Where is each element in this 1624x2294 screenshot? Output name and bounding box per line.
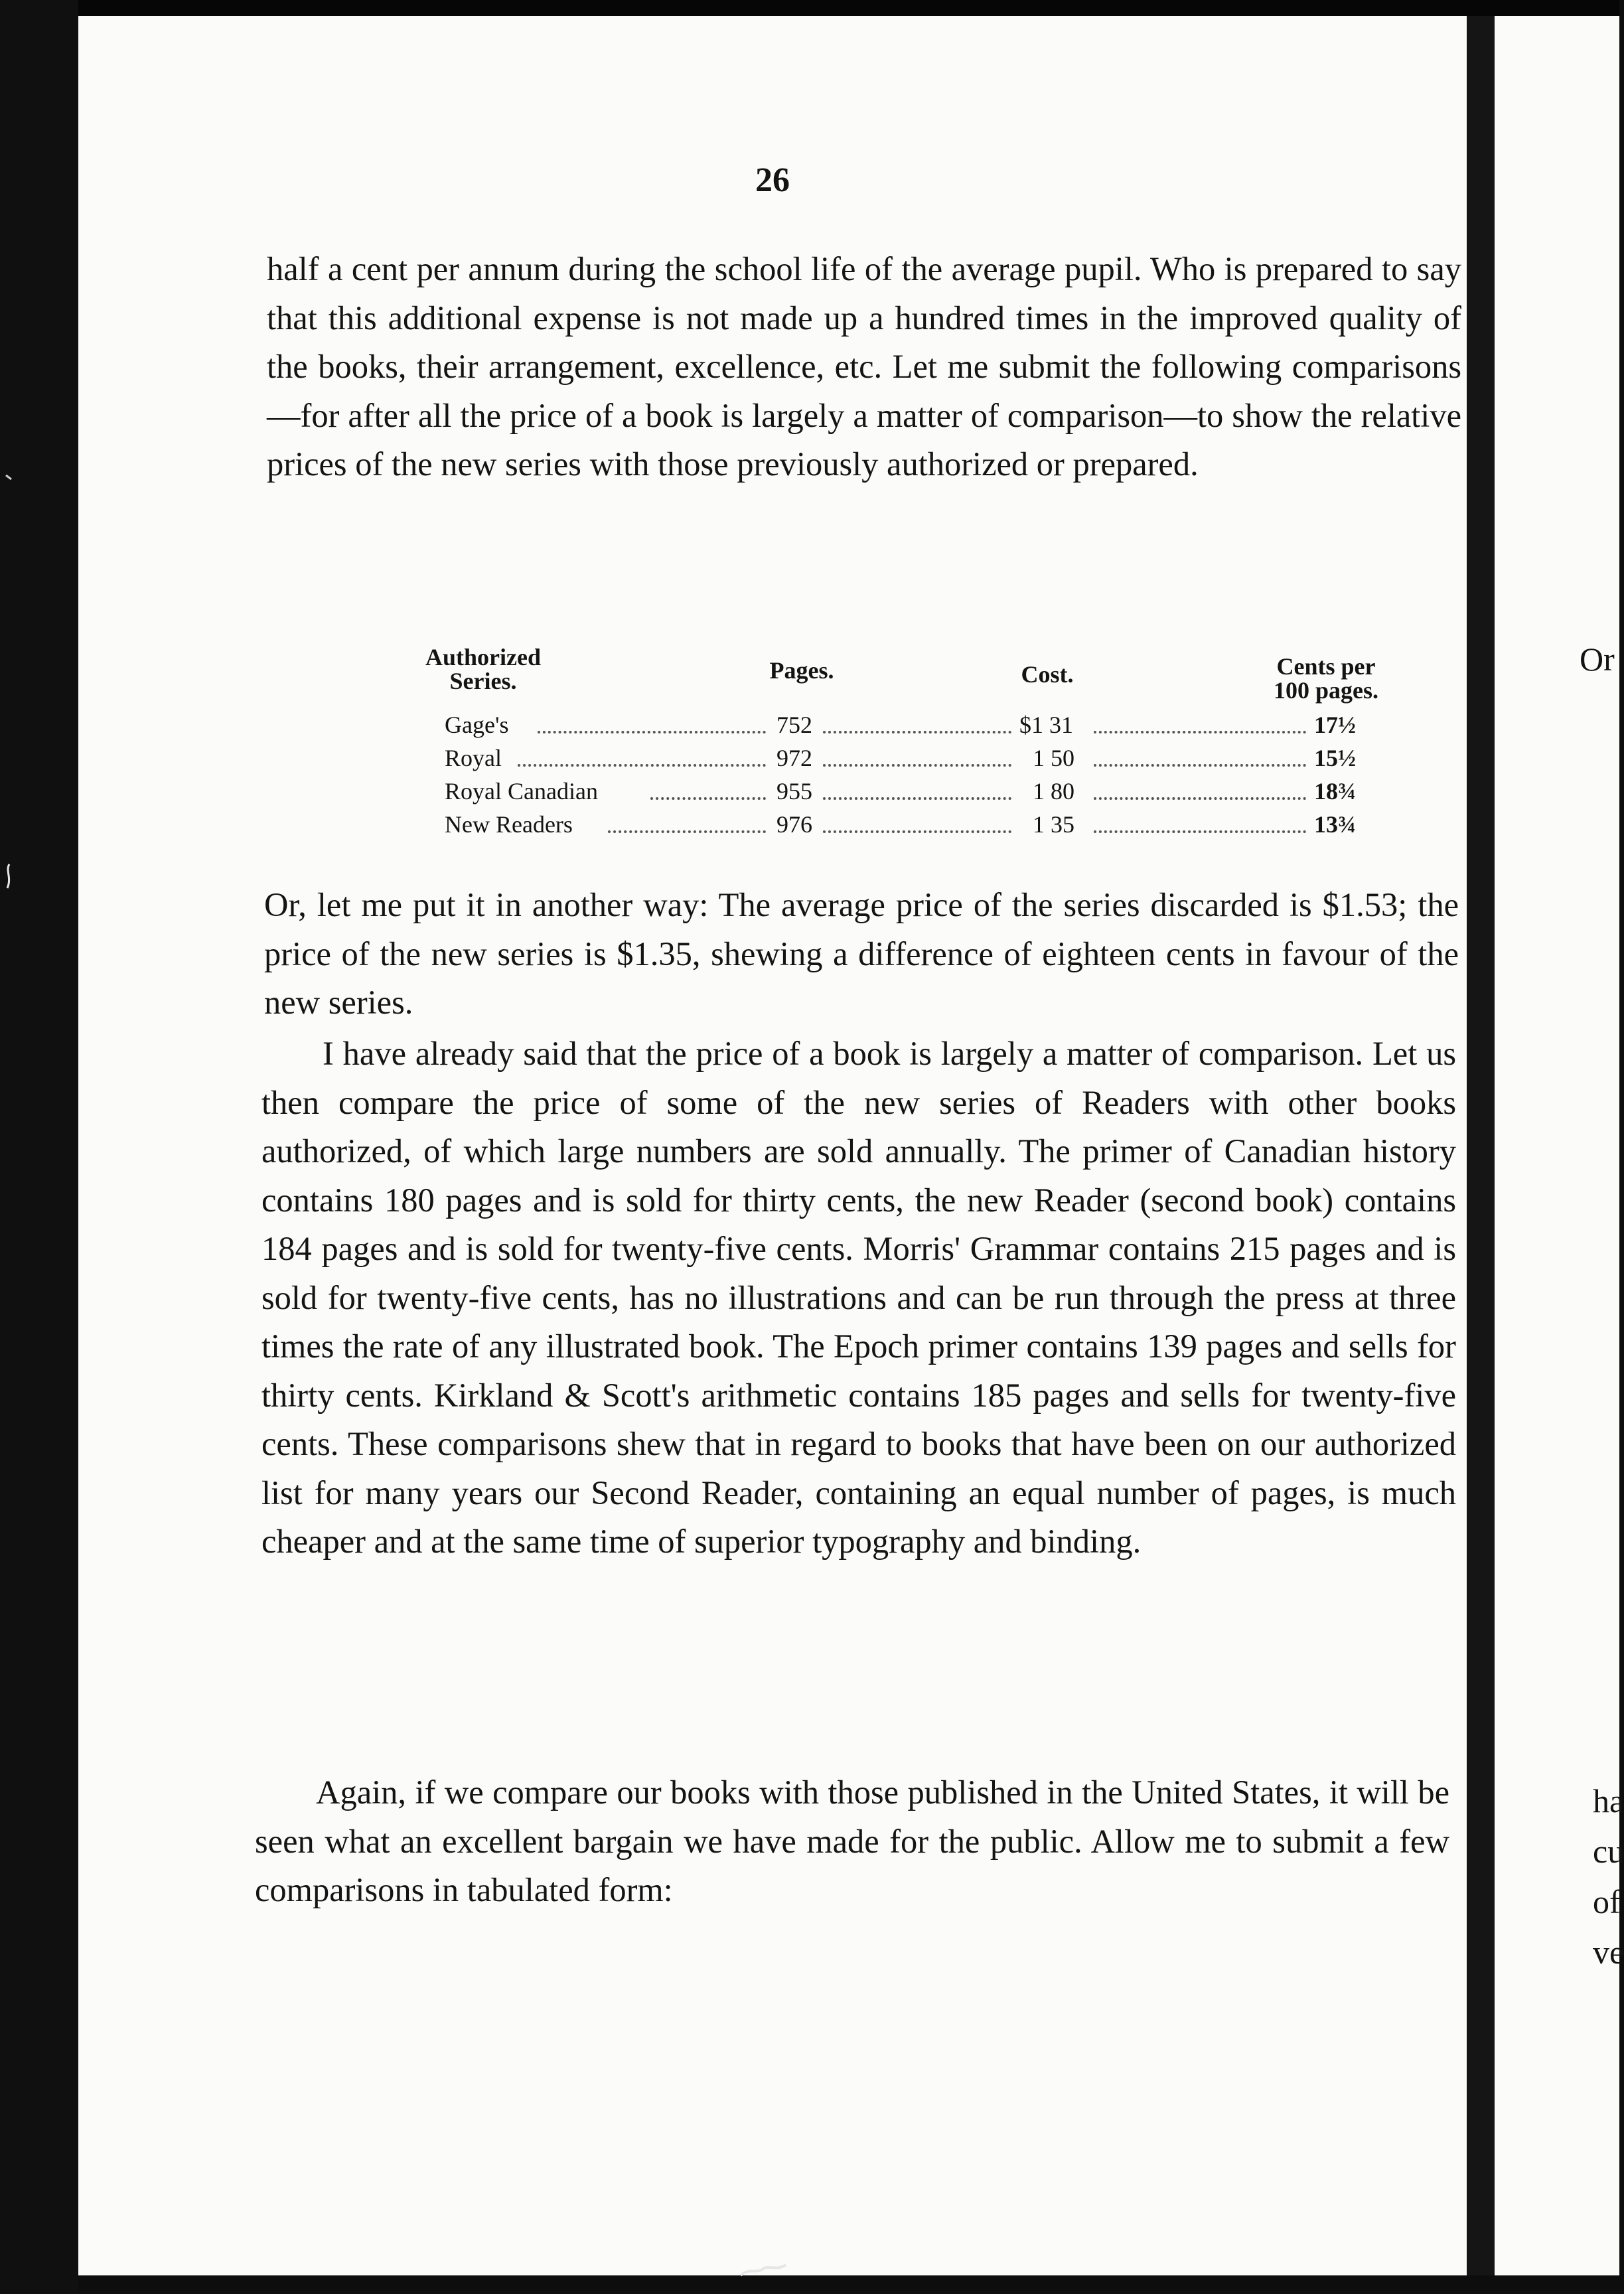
adjacent-page-text: cu <box>1593 1833 1624 1870</box>
series-name: Royal <box>445 745 502 771</box>
dot-leader <box>1094 731 1306 733</box>
cost: 1 80 <box>1033 778 1074 804</box>
paragraph-average-price: Or, let me put it in another way: The average price of the series discarded is $1.53; the price of the new series is $1.35, shewing a difference of eighteen cents in favour of the new series. <box>264 886 1459 1021</box>
adjacent-page-text: ha <box>1593 1782 1624 1819</box>
header-series: Authorized Series. <box>425 644 541 694</box>
cost: 1 50 <box>1033 745 1074 771</box>
page-count: 955 <box>776 778 812 804</box>
adjacent-page-text: ve <box>1593 1934 1624 1971</box>
paragraph-opening: half a cent per annum during the school life of the average pupil. Who is prepared to say that this additional expense is not made up a hundred times in the improved quality of the books, their arrangement, excellence, etc. Let me submit the following comparisons—for after all the price of a book is largely a matter of comparison—to show the relative prices of the new series with those previously authorized or prepared. <box>267 250 1461 483</box>
cents-per-100-pages: 17½ <box>1314 712 1356 738</box>
adjacent-page-edge <box>1495 16 1624 2275</box>
scan-artifact-mark <box>737 2262 790 2278</box>
series-name: Royal Canadian <box>445 778 598 804</box>
table-row <box>344 709 1392 741</box>
scan-artifact-mark <box>4 465 13 491</box>
dot-leader <box>823 830 1011 833</box>
dot-leader <box>823 731 1011 733</box>
dot-leader <box>650 797 766 800</box>
cost: 1 35 <box>1033 811 1074 838</box>
paragraph-comparison: I have already said that the price of a book is largely a matter of comparison. Let us then compare the price of some of the new series of Readers with other books authorized, of which large numbers are sold annually. The primer of Canadian history contains 180 pages and is sold for thirty cents, the new Reader (second book) contains 184 pages and is sold for twenty-five cents. Morris' Grammar contains 215 pages and is sold for twenty-five cents, has no illustrations and can be run through the press at three times the rate of any illustrated book. The Epoch primer contains 139 pages and sells for thirty cents. Kirkland & Scott's arithmetic contains 185 pages and sells for twenty-five cents. These comparisons shew that in regard to books that have been on our authorized list for many years our Second Reader, containing an equal number of pages, is much cheaper and at the same time of superior typography and binding. <box>261 1035 1456 1560</box>
cents-per-100-pages: 13¾ <box>1314 811 1356 838</box>
dot-leader <box>518 764 766 767</box>
page-count: 976 <box>776 811 812 838</box>
adjacent-page-text: Or <box>1580 641 1615 678</box>
adjacent-page-text: of <box>1593 1883 1621 1920</box>
page-gutter <box>1467 16 1495 2275</box>
header-cents-per-100-pages: Cents per 100 pages. <box>1273 653 1378 704</box>
dot-leader <box>823 764 1011 767</box>
header-cost: Cost. <box>1021 661 1074 688</box>
dot-leader <box>1094 830 1306 833</box>
paragraph-united-states: Again, if we compare our books with those published in the United States, it will be seen what an excellent bargain we have made for the public. Allow me to submit a few comparisons in tabulated form: <box>255 1774 1449 1908</box>
scan-artifact-mark <box>4 863 13 889</box>
cost: $1 31 <box>1019 712 1073 738</box>
page-count: 752 <box>776 712 812 738</box>
table-row <box>344 742 1392 774</box>
series-name: New Readers <box>445 811 573 838</box>
cents-per-100-pages: 15½ <box>1314 745 1356 771</box>
price-comparison-table <box>344 640 1392 852</box>
header-pages: Pages. <box>769 657 834 684</box>
page-number: 26 <box>755 161 790 199</box>
dot-leader <box>1094 764 1306 767</box>
dot-leader <box>538 731 766 733</box>
book-page <box>78 16 1467 2275</box>
page-count: 972 <box>776 745 812 771</box>
scan-border-left <box>0 0 78 2294</box>
table-row <box>344 808 1392 840</box>
dot-leader <box>823 797 1011 800</box>
dot-leader <box>1094 797 1306 800</box>
series-name: Gage's <box>445 712 509 738</box>
cents-per-100-pages: 18¾ <box>1314 778 1356 804</box>
dot-leader <box>608 830 766 833</box>
table-row <box>344 775 1392 807</box>
